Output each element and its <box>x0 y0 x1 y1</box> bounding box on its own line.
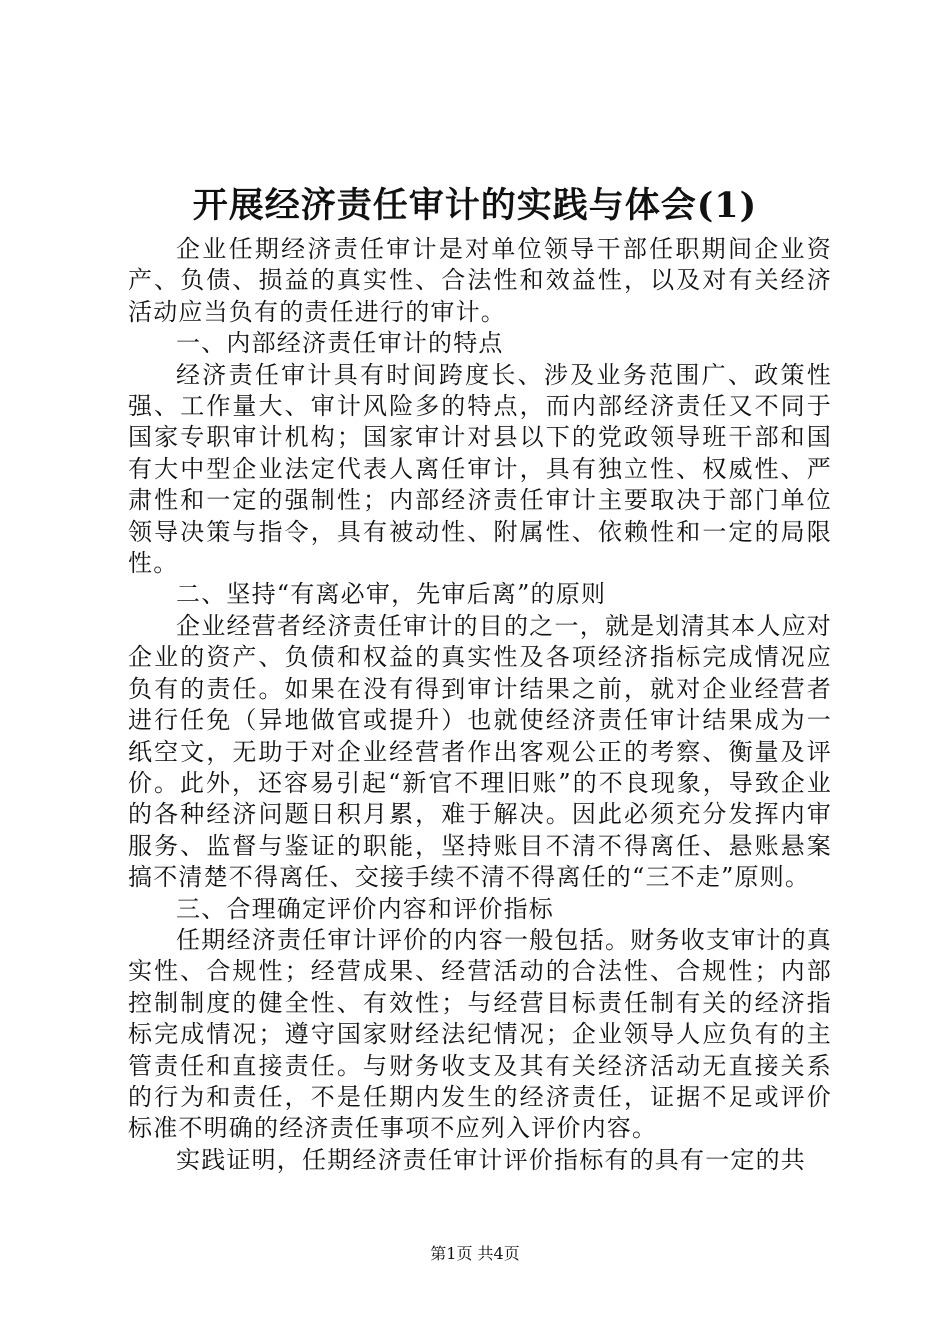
paragraph-evaluation-indicators: 实践证明，任期经济责任审计评价指标有的具有一定的共 <box>176 1145 806 1174</box>
document-body <box>128 234 832 1176</box>
paragraph-principle: 企业经营者经济责任审计的目的之一，就是划清其本人应对企业的资产、负债和权益的真实性及各项经济指标完成情况应负有的责任。如果在没有得到审计结果之前，就对企业经营者进行任免（异地做官或提升）也就使经济责任审计结果成为一纸空文，无助于对企业经营者作出客观公正的考察、衡量及评价。此外，还容易引起“新官不理旧账”的不良现象，导致企业的各种经济问题日积月累，难于解决。因此必须充分发挥内审服务、监督与鉴证的职能，坚持账目不清不得离任、悬账悬案搞不清楚不得离任、交接手续不清不得离任的“三不走”原则。 <box>128 611 832 892</box>
section-heading-3: 三、合理确定评价内容和评价指标 <box>176 894 554 923</box>
section-heading-2: 二、坚持“有离必审，先审后离”的原则 <box>176 580 607 609</box>
page-footer: 第1页 共4页 <box>430 1244 520 1263</box>
document-title: 开展经济责任审计的实践与体会(1) <box>192 185 758 226</box>
paragraph-intro: 企业任期经济责任审计是对单位领导干部任职期间企业资产、负债、损益的真实性、合法性和效益性，以及对有关经济活动应当负有的责任进行的审计。 <box>128 235 832 326</box>
section-heading-1: 一、内部经济责任审计的特点 <box>176 329 504 358</box>
paragraph-features: 经济责任审计具有时间跨度长、涉及业务范围广、政策性强、工作量大、审计风险多的特点，而内部经济责任又不同于国家专职审计机构；国家审计对县以下的党政领导班干部和国有大中型企业法定代表人离任审计，具有独立性、权威性、严肃性和一定的强制性；内部经济责任审计主要取决于部门单位领导决策与指令，具有被动性、附属性、依赖性和一定的局限性。 <box>128 360 832 578</box>
paragraph-evaluation-content: 任期经济责任审计评价的内容一般包括。财务收支审计的真实性、合规性；经营成果、经营活动的合法性、合规性；内部控制制度的健全性、有效性；与经营目标责任制有关的经济指标完成情况；遵守国家财经法纪情况；企业领导人应负有的主管责任和直接责任。与财务收支及其有关经济活动无直接关系的行为和责任，不是任期内发生的经济责任，证据不足或评价标准不明确的经济责任事项不应列入评价内容。 <box>128 925 832 1143</box>
